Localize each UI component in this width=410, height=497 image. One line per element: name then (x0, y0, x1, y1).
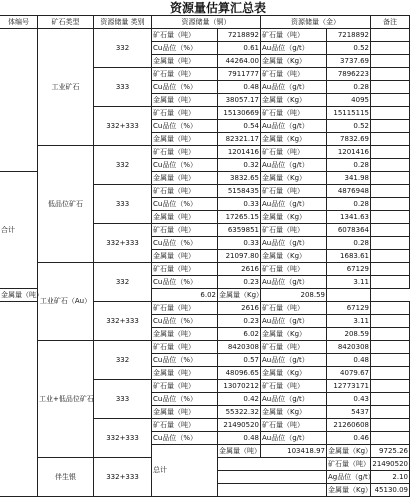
header-cell: 体编号 (0, 16, 38, 29)
table-cell: 0.43 (327, 393, 371, 406)
table-cell: 4876948 (327, 185, 371, 198)
empty-cell (371, 211, 410, 224)
header-cell: 资源储量（铜） (152, 16, 261, 29)
table-cell: 矿石量（吨） (152, 68, 218, 81)
table-cell: 总计 (152, 445, 218, 497)
table-cell: 金属量（Kg） (218, 289, 261, 302)
empty-cell (371, 328, 410, 341)
table-cell: 332+333 (94, 458, 152, 497)
empty-cell (371, 367, 410, 380)
table-cell: 矿石量（吨） (152, 29, 218, 42)
table-cell: 21490520 (371, 458, 410, 471)
table-cell: 341.98 (327, 172, 371, 185)
table-row (0, 146, 410, 159)
table-cell: 7832.69 (327, 133, 371, 146)
empty-cell (218, 458, 327, 471)
table-cell: Au品位（g/t） (261, 354, 327, 367)
table-cell: 45130.09 (371, 484, 410, 497)
empty-cell (371, 42, 410, 55)
table-cell: 1341.63 (327, 211, 371, 224)
table-cell: 4079.67 (327, 367, 371, 380)
empty-cell (327, 289, 371, 302)
table-cell: 6.02 (218, 328, 261, 341)
table-cell: 矿石量（吨） (327, 458, 371, 471)
resource-summary-table (0, 15, 410, 497)
table-cell: 1683.61 (327, 250, 371, 263)
table-cell: Cu品位（%） (152, 159, 218, 172)
table-cell: 金属量（吨） (152, 133, 218, 146)
table-cell: 21260608 (327, 419, 371, 432)
table-cell: 矿石量（吨） (152, 224, 218, 237)
table-cell: 金属量（吨） (152, 55, 218, 68)
table-cell: 17265.15 (218, 211, 261, 224)
table-cell: Cu品位（%） (152, 120, 218, 133)
table-cell: 金属量（Kg） (261, 328, 327, 341)
table-cell: 67129 (327, 302, 371, 315)
empty-cell (371, 107, 410, 120)
table-cell: 38057.17 (218, 94, 261, 107)
table-cell: 21097.80 (218, 250, 261, 263)
table-cell: Au品位（g/t） (261, 276, 327, 289)
empty-cell (371, 302, 410, 315)
table-cell: 2.10 (371, 471, 410, 484)
table-cell: 矿石量（吨） (152, 146, 218, 159)
table-cell: 矿石量（吨） (152, 302, 218, 315)
table-cell: 0.32 (218, 159, 261, 172)
table-cell: 金属量（Kg） (261, 250, 327, 263)
table-cell: 82321.17 (218, 133, 261, 146)
empty-cell (371, 185, 410, 198)
table-cell: 332+333 (94, 224, 152, 263)
table-cell: 2616 (218, 263, 261, 276)
table-title: 资源量估算汇总表 (170, 1, 267, 15)
table-cell: 103418.97 (261, 445, 327, 458)
table-row (0, 263, 410, 276)
table-cell: 0.28 (327, 237, 371, 250)
table-cell: 12773171 (327, 380, 371, 393)
empty-cell (371, 276, 410, 289)
table-cell: 金属量（Kg） (261, 367, 327, 380)
table-cell: Au品位（g/t） (261, 198, 327, 211)
table-cell: Au品位（g/t） (261, 120, 327, 133)
table-cell: 0.57 (218, 354, 261, 367)
empty-cell (371, 146, 410, 159)
table-cell: 矿石量（吨） (261, 419, 327, 432)
table-cell: 15130669 (218, 107, 261, 120)
table-cell: 8420308 (218, 341, 261, 354)
table-cell: 矿石量（吨） (261, 68, 327, 81)
table-cell: 1201416 (327, 146, 371, 159)
table-cell: 金属量（Kg） (261, 133, 327, 146)
table-cell: 0.48 (218, 81, 261, 94)
table-cell: 金属量（吨） (152, 172, 218, 185)
empty-cell (371, 68, 410, 81)
table-cell: 低品位矿石 (38, 146, 94, 263)
empty-cell (0, 302, 38, 497)
empty-cell (371, 315, 410, 328)
table-cell: 0.28 (327, 159, 371, 172)
table-cell: 6078364 (327, 224, 371, 237)
table-cell: 1201416 (218, 146, 261, 159)
table-cell: 矿石量（吨） (261, 185, 327, 198)
table-cell: 333 (94, 68, 152, 107)
table-cell: 7218892 (327, 29, 371, 42)
table-cell: 2616 (218, 302, 261, 315)
table-cell: 矿石量（吨） (261, 302, 327, 315)
empty-cell (371, 263, 410, 276)
empty-cell (371, 250, 410, 263)
table-cell: 0.46 (327, 432, 371, 445)
table-cell: 0.28 (327, 198, 371, 211)
table-cell: Au品位（g/t） (261, 81, 327, 94)
table-cell: 3832.65 (218, 172, 261, 185)
empty-cell (371, 172, 410, 185)
table-cell: Au品位（g/t） (261, 432, 327, 445)
table-cell: 7911777 (218, 68, 261, 81)
table-cell: 333 (94, 185, 152, 224)
table-cell: 5158435 (218, 185, 261, 198)
table-cell: 9725.26 (371, 445, 410, 458)
table-cell: Cu品位（%） (152, 198, 218, 211)
header-cell: 备注 (371, 16, 410, 29)
table-cell: 55322.32 (218, 406, 261, 419)
table-cell: 8420308 (327, 341, 371, 354)
table-cell: 0.52 (327, 120, 371, 133)
table-cell: 0.48 (327, 354, 371, 367)
table-cell: 0.54 (218, 120, 261, 133)
empty-cell (371, 341, 410, 354)
header-cell: 资源储量 类别 (94, 16, 152, 29)
table-cell: 5437 (327, 406, 371, 419)
empty-cell (371, 406, 410, 419)
table-row (0, 29, 410, 42)
empty-cell (371, 81, 410, 94)
table-cell: 3737.69 (327, 55, 371, 68)
table-cell: 矿石量（吨） (152, 341, 218, 354)
table-cell: 金属量（吨） (152, 367, 218, 380)
table-cell: 矿石量（吨） (152, 380, 218, 393)
table-cell: 金属量（吨） (0, 289, 38, 302)
table-cell: 金属量（吨） (152, 211, 218, 224)
empty-cell (371, 55, 410, 68)
table-cell: 伴生银 (38, 458, 94, 497)
table-cell: Cu品位（%） (152, 354, 218, 367)
empty-cell (371, 237, 410, 250)
table-cell: 13070212 (218, 380, 261, 393)
table-cell: 金属量（吨） (152, 406, 218, 419)
table-cell: 48096.65 (218, 367, 261, 380)
table-cell: 0.42 (218, 393, 261, 406)
table-cell: 0.33 (218, 237, 261, 250)
table-cell: 矿石量（吨） (261, 224, 327, 237)
table-cell: 7218892 (218, 29, 261, 42)
table-cell: 金属量（Kg） (327, 445, 371, 458)
table-cell: 金属量（Kg） (261, 172, 327, 185)
table-cell: 矿石量（吨） (261, 107, 327, 120)
empty-cell (371, 94, 410, 107)
table-cell: 44264.00 (218, 55, 261, 68)
table-cell: 0.48 (218, 432, 261, 445)
table-cell: 合计 (0, 172, 38, 289)
table-cell: 矿石量（吨） (261, 29, 327, 42)
table-cell: Cu品位（%） (152, 237, 218, 250)
table-cell: Au品位（g/t） (261, 159, 327, 172)
table-cell: Cu品位（%） (152, 81, 218, 94)
table-cell: 金属量（吨） (218, 445, 261, 458)
empty-cell (371, 198, 410, 211)
table-cell: 3.11 (327, 276, 371, 289)
table-cell: 金属量（Kg） (327, 484, 371, 497)
table-cell: 15115115 (327, 107, 371, 120)
table-cell: Cu品位（%） (152, 315, 218, 328)
table-cell: 矿石量（吨） (261, 263, 327, 276)
table-cell: 3.11 (327, 315, 371, 328)
header-cell: 资源储量（金） (261, 16, 371, 29)
empty-cell (371, 224, 410, 237)
empty-cell (371, 133, 410, 146)
table-cell: 208.59 (261, 289, 327, 302)
table-cell: 0.23 (218, 315, 261, 328)
table-cell: 332+333 (94, 302, 152, 341)
empty-cell (371, 354, 410, 367)
table-cell: Cu品位（%） (152, 393, 218, 406)
table-cell: 矿石量（吨） (152, 185, 218, 198)
table-cell: 0.61 (218, 42, 261, 55)
table-cell: 332 (94, 29, 152, 68)
table-row (0, 341, 410, 354)
table-cell: 67129 (327, 263, 371, 276)
table-cell: 332 (94, 341, 152, 380)
table-cell: 矿石量（吨） (152, 263, 218, 276)
table-cell: 金属量（Kg） (261, 94, 327, 107)
table-cell: 矿石量（吨） (261, 380, 327, 393)
table-cell: 工业矿石（Au） (38, 263, 94, 341)
table-cell: 矿石量（吨） (152, 419, 218, 432)
table-cell: 0.28 (327, 81, 371, 94)
header-cell: 矿石类型 (38, 16, 94, 29)
table-cell: 工业矿石 (38, 29, 94, 146)
table-cell: Cu品位（%） (152, 42, 218, 55)
table-cell: Au品位（g/t） (261, 315, 327, 328)
empty-cell (371, 419, 410, 432)
table-cell: 金属量（Kg） (261, 406, 327, 419)
table-cell: 332+333 (94, 419, 152, 458)
empty-cell (371, 29, 410, 42)
table-cell: 0.23 (218, 276, 261, 289)
table-cell: 0.52 (327, 42, 371, 55)
table-cell: 工业+低品位矿石 (38, 341, 94, 458)
table-cell: 矿石量（吨） (261, 341, 327, 354)
table-cell: 矿石量（吨） (152, 107, 218, 120)
empty-cell (371, 159, 410, 172)
table-cell: 金属量（吨） (152, 328, 218, 341)
table-cell: 0.33 (218, 198, 261, 211)
table-cell: Au品位（g/t） (261, 237, 327, 250)
empty-cell (218, 484, 327, 497)
table-cell: 6.02 (152, 289, 218, 302)
empty-cell (218, 471, 327, 484)
table-cell: 7896223 (327, 68, 371, 81)
table-cell: Cu品位（%） (152, 432, 218, 445)
table-cell: Au品位（g/t） (261, 42, 327, 55)
table-cell: Au品位（g/t） (261, 393, 327, 406)
table-cell: Cu品位（%） (152, 276, 218, 289)
table-cell: 333 (94, 380, 152, 419)
empty-cell (371, 432, 410, 445)
table-cell: 金属量（吨） (152, 94, 218, 107)
empty-cell (371, 120, 410, 133)
empty-cell (371, 380, 410, 393)
header-row (0, 16, 410, 29)
empty-cell (371, 393, 410, 406)
table-cell: Ag品位（g/t） (327, 471, 371, 484)
empty-cell (0, 29, 38, 172)
table-cell: 矿石量（吨） (261, 146, 327, 159)
table-cell: 21490520 (218, 419, 261, 432)
table-cell: 4095 (327, 94, 371, 107)
table-cell: 332 (94, 263, 152, 302)
table-cell: 332 (94, 146, 152, 185)
table-cell: 金属量（Kg） (261, 211, 327, 224)
table-cell: 金属量（Kg） (261, 55, 327, 68)
table-cell: 208.59 (327, 328, 371, 341)
table-cell: 6359851 (218, 224, 261, 237)
table-cell: 金属量（吨） (152, 250, 218, 263)
table-cell: 332+333 (94, 107, 152, 146)
